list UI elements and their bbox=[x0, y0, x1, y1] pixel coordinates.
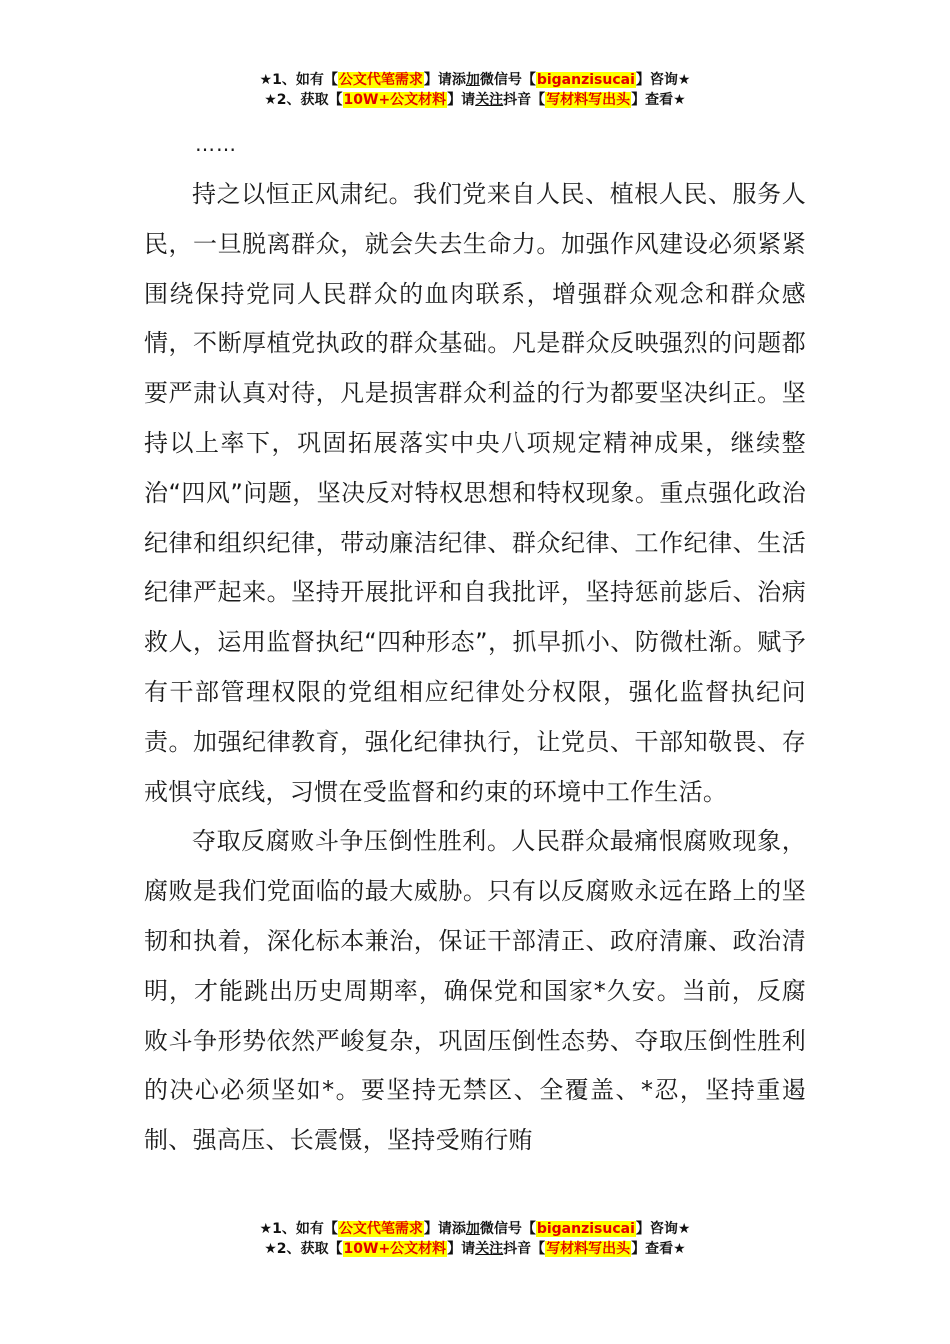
banner-line-1 bbox=[0, 70, 950, 90]
banner-text: 抖音【 bbox=[503, 1241, 546, 1257]
highlight-douyin-account: 写材料写出头 bbox=[546, 92, 631, 108]
footer-banner bbox=[0, 1219, 950, 1259]
header-banner bbox=[0, 70, 950, 110]
highlight-service: 公文代笔需求 bbox=[338, 1221, 423, 1237]
banner-text: 】咨询★ bbox=[635, 72, 691, 88]
highlight-materials: 10W+公文材料 bbox=[343, 92, 447, 108]
banner-text: 微信号【 bbox=[479, 72, 536, 88]
banner-text: 】查看★ bbox=[631, 92, 686, 108]
banner-text: 】请添 bbox=[423, 1221, 466, 1237]
banner-underlined-text: 加 bbox=[465, 1221, 480, 1237]
banner-text: 】咨询★ bbox=[635, 1221, 691, 1237]
banner-text: ★1、如有【 bbox=[259, 1221, 338, 1237]
banner-line-2 bbox=[0, 90, 950, 110]
highlight-wechat-id: biganzisucai bbox=[536, 72, 635, 88]
banner-underlined-text: 加 bbox=[465, 72, 480, 88]
document-body bbox=[144, 170, 806, 1166]
banner-line-1 bbox=[0, 1219, 950, 1239]
banner-text: 抖音【 bbox=[503, 92, 546, 108]
banner-text: 】查看★ bbox=[631, 1241, 686, 1257]
highlight-douyin-account: 写材料写出头 bbox=[546, 1241, 631, 1257]
highlight-wechat-id: biganzisucai bbox=[536, 1221, 635, 1237]
banner-text: ★2、获取【 bbox=[264, 92, 343, 108]
highlight-materials: 10W+公文材料 bbox=[343, 1241, 447, 1257]
banner-text: ★1、如有【 bbox=[259, 72, 338, 88]
banner-underlined-text: 关注 bbox=[475, 92, 504, 108]
paragraph: 夺取反腐败斗争压倒性胜利。人民群众最痛恨腐败现象，腐败是我们党面临的最大威胁。只有以反腐败永远在路上的坚韧和执着，深化标本兼治，保证干部清正、政府清廉、政治清明，才能跳出历史周期率，确保党和国家*久安。当前，反腐败斗争形势依然严峻复杂，巩固压倒性态势、夺取压倒性胜利的决心必须坚如*。要坚持无禁区、全覆盖、*忍，坚持重遏制、强高压、长震慑，坚持受贿行贿 bbox=[144, 827, 806, 1155]
banner-text: ★2、获取【 bbox=[264, 1241, 343, 1257]
banner-text: 微信号【 bbox=[479, 1221, 536, 1237]
banner-text: 】请添 bbox=[423, 72, 466, 88]
banner-text: 】请 bbox=[447, 1241, 476, 1257]
highlight-service: 公文代笔需求 bbox=[338, 72, 423, 88]
ellipsis: …… bbox=[195, 132, 237, 156]
banner-underlined-text: 关注 bbox=[475, 1241, 504, 1257]
banner-text: 】请 bbox=[447, 92, 476, 108]
paragraph: 持之以恒正风肃纪。我们党来自人民、植根人民、服务人民，一旦脱离群众，就会失去生命力。加强作风建设必须紧紧围绕保持党同人民群众的血肉联系，增强群众观念和群众感情，不断厚植党执政的群众基础。凡是群众反映强烈的问题都要严肃认真对待，凡是损害群众利益的行为都要坚决纠正。坚持以上率下，巩固拓展落实中央八项规定精神成果，继续整治“四风”问题，坚决反对特权思想和特权现象。重点强化政治纪律和组织纪律，带动廉洁纪律、群众纪律、工作纪律、生活纪律严起来。坚持开展批评和自我批评，坚持惩前毖后、治病救人，运用监督执纪“四种形态”，抓早抓小、防微杜渐。赋予有干部管理权限的党组相应纪律处分权限，强化监督执纪问责。加强纪律教育，强化纪律执行，让党员、干部知敬畏、存戒惧守底线，习惯在受监督和约束的环境中工作生活。 bbox=[144, 180, 806, 806]
banner-line-2 bbox=[0, 1239, 950, 1259]
